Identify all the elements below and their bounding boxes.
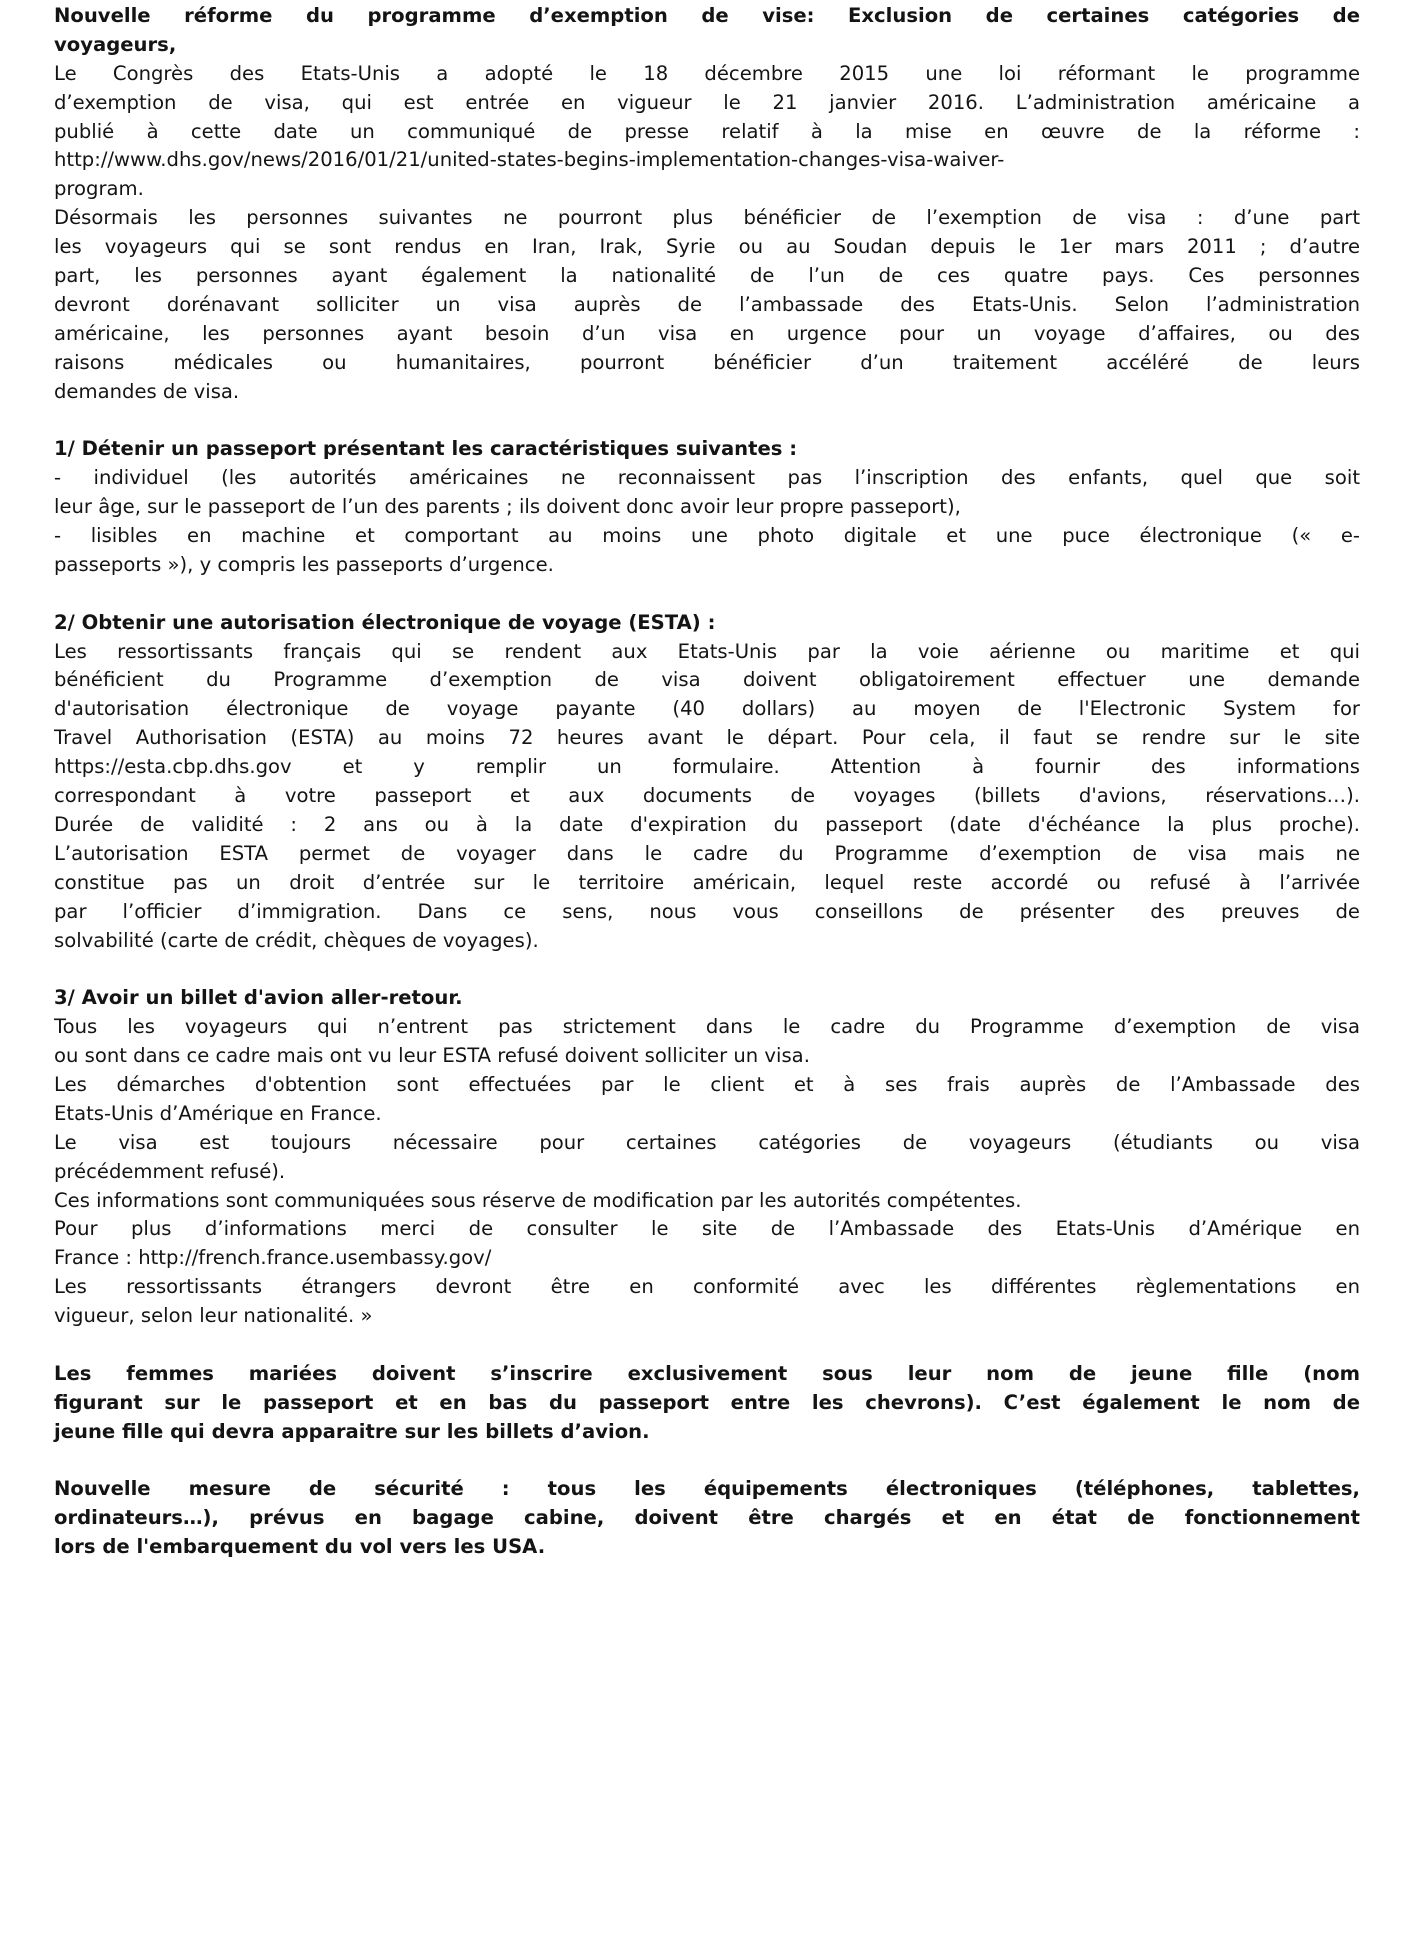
text-line: Le Congrès des Etats-Unis a adopté le 18 décembre 2015 une loi réformant le programme (54, 61, 1360, 85)
text-line: précédemment refusé). (54, 1159, 286, 1183)
dhs-link-line[interactable]: program. (54, 177, 144, 201)
text-line: par l’officier d’immigration. Dans ce sens, nous vous conseillons de présenter des preuves de (54, 899, 1360, 923)
spacer (54, 406, 1360, 435)
text-line: leur âge, sur le passeport de l’un des parents ; ils doivent donc avoir leur propre passeport), (54, 495, 961, 519)
text-line: publié à cette date un communiqué de presse relatif à la mise en œuvre de la réforme : (54, 119, 1360, 143)
section-3-heading: 3/ Avoir un billet d'avion aller-retour. (54, 986, 463, 1010)
text-line: L’autorisation ESTA permet de voyager dans le cadre du Programme d’exemption de visa mais ne (54, 841, 1360, 865)
spacer (54, 580, 1360, 609)
notice-line: figurant sur le passeport et en bas du passeport entre les chevrons). C’est également le nom de (54, 1390, 1360, 1414)
text-line: Durée de validité : 2 ans ou à la date d'expiration du passeport (date d'échéance la plus proche). (54, 812, 1360, 836)
text-line: passeports »), y compris les passeports d’urgence. (54, 552, 554, 576)
text-line: Les ressortissants français qui se rendent aux Etats-Unis par la voie aérienne ou maritime et qui (54, 639, 1360, 663)
text-line: Ces informations sont communiquées sous réserve de modification par les autorités compétentes. (54, 1188, 1022, 1212)
text-line: Désormais les personnes suivantes ne pourront plus bénéficier de l’exemption de visa : d’une part (54, 206, 1360, 230)
text-line: devront dorénavant solliciter un visa auprès de l’ambassade des Etats-Unis. Selon l’administration (54, 292, 1360, 316)
spacer (54, 955, 1360, 984)
notice-line: Nouvelle mesure de sécurité : tous les équipements électroniques (téléphones, tablettes, (54, 1477, 1360, 1501)
text-line: ou sont dans ce cadre mais ont vu leur ESTA refusé doivent solliciter un visa. (54, 1044, 810, 1068)
text-line: demandes de visa. (54, 379, 240, 403)
title-line: Nouvelle réforme du programme d’exemption de vise: Exclusion de certaines catégories de (54, 4, 1360, 27)
document-page (54, 2, 1360, 1562)
embassy-link-line[interactable]: France : http://french.france.usembassy.gov/ (54, 1246, 492, 1270)
text-line: Le visa est toujours nécessaire pour certaines catégories de voyageurs (étudiants ou visa (54, 1130, 1360, 1154)
text-line: américaine, les personnes ayant besoin d’un visa en urgence pour un voyage d’affaires, ou des (54, 321, 1360, 345)
text-line: constitue pas un droit d’entrée sur le territoire américain, lequel reste accordé ou refusé à l’arrivée (54, 870, 1360, 894)
spacer (54, 1447, 1360, 1476)
text-line: raisons médicales ou humanitaires, pourront bénéficier d’un traitement accéléré de leurs (54, 350, 1360, 374)
section-1-heading: 1/ Détenir un passeport présentant les caractéristiques suivantes : (54, 437, 798, 461)
notice-married-women (54, 1360, 1360, 1447)
notice-line: jeune fille qui devra apparaitre sur les billets d’avion. (54, 1419, 650, 1443)
dhs-link-line[interactable]: http://www.dhs.gov/news/2016/01/21/united-states-begins-implementation-changes-visa-waiver- (54, 148, 1005, 172)
text-line: correspondant à votre passeport et aux documents de voyages (billets d'avions, réservations…). (54, 784, 1360, 808)
text-line: - individuel (les autorités américaines ne reconnaissent pas l’inscription des enfants, quel que soit (54, 466, 1360, 490)
title-line: voyageurs, (54, 32, 177, 56)
text-line: part, les personnes ayant également la nationalité de l’un de ces quatre pays. Ces personnes (54, 264, 1360, 288)
notice-line: ordinateurs…), prévus en bagage cabine, doivent être chargés et en état de fonctionnement (54, 1506, 1360, 1530)
notice-line: lors de l'embarquement du vol vers les USA. (54, 1535, 546, 1559)
text-line: Etats-Unis d’Amérique en France. (54, 1101, 382, 1125)
spacer (54, 1331, 1360, 1360)
section-2-heading: 2/ Obtenir une autorisation électronique de voyage (ESTA) : (54, 610, 716, 634)
intro-paragraph-1 (54, 60, 1360, 204)
section-1 (54, 435, 1360, 579)
text-line: d’exemption de visa, qui est entrée en vigueur le 21 janvier 2016. L’administration américaine a (54, 90, 1360, 114)
notice-security (54, 1475, 1360, 1562)
text-line: Pour plus d’informations merci de consulter le site de l’Ambassade des Etats-Unis d’Amérique en (54, 1217, 1360, 1241)
intro-title (54, 2, 1360, 60)
text-line: solvabilité (carte de crédit, chèques de voyages). (54, 928, 539, 952)
text-line: les voyageurs qui se sont rendus en Iran, Irak, Syrie ou au Soudan depuis le 1er mars 2011 ; d’autre (54, 235, 1360, 259)
intro-paragraph-2 (54, 204, 1360, 406)
text-line: Travel Authorisation (ESTA) au moins 72 heures avant le départ. Pour cela, il faut se rendre sur le site (54, 726, 1360, 750)
text-line: d'autorisation électronique de voyage payante (40 dollars) au moyen de l'Electronic System for (54, 697, 1360, 721)
text-line: bénéficient du Programme d’exemption de visa doivent obligatoirement effectuer une demande (54, 668, 1360, 692)
section-3 (54, 984, 1360, 1331)
notice-line: Les femmes mariées doivent s’inscrire exclusivement sous leur nom de jeune fille (nom (54, 1361, 1360, 1385)
text-line: Les ressortissants étrangers devront être en conformité avec les différentes règlementations en (54, 1275, 1360, 1299)
text-line: - lisibles en machine et comportant au moins une photo digitale et une puce électronique (« e- (54, 524, 1360, 548)
section-2 (54, 609, 1360, 956)
esta-link-line[interactable]: https://esta.cbp.dhs.gov et y remplir un formulaire. Attention à fournir des informations (54, 755, 1360, 779)
text-line: vigueur, selon leur nationalité. » (54, 1304, 373, 1328)
text-line: Tous les voyageurs qui n’entrent pas strictement dans le cadre du Programme d’exemption de visa (54, 1015, 1360, 1039)
text-line: Les démarches d'obtention sont effectuées par le client et à ses frais auprès de l’Ambassade des (54, 1072, 1360, 1096)
